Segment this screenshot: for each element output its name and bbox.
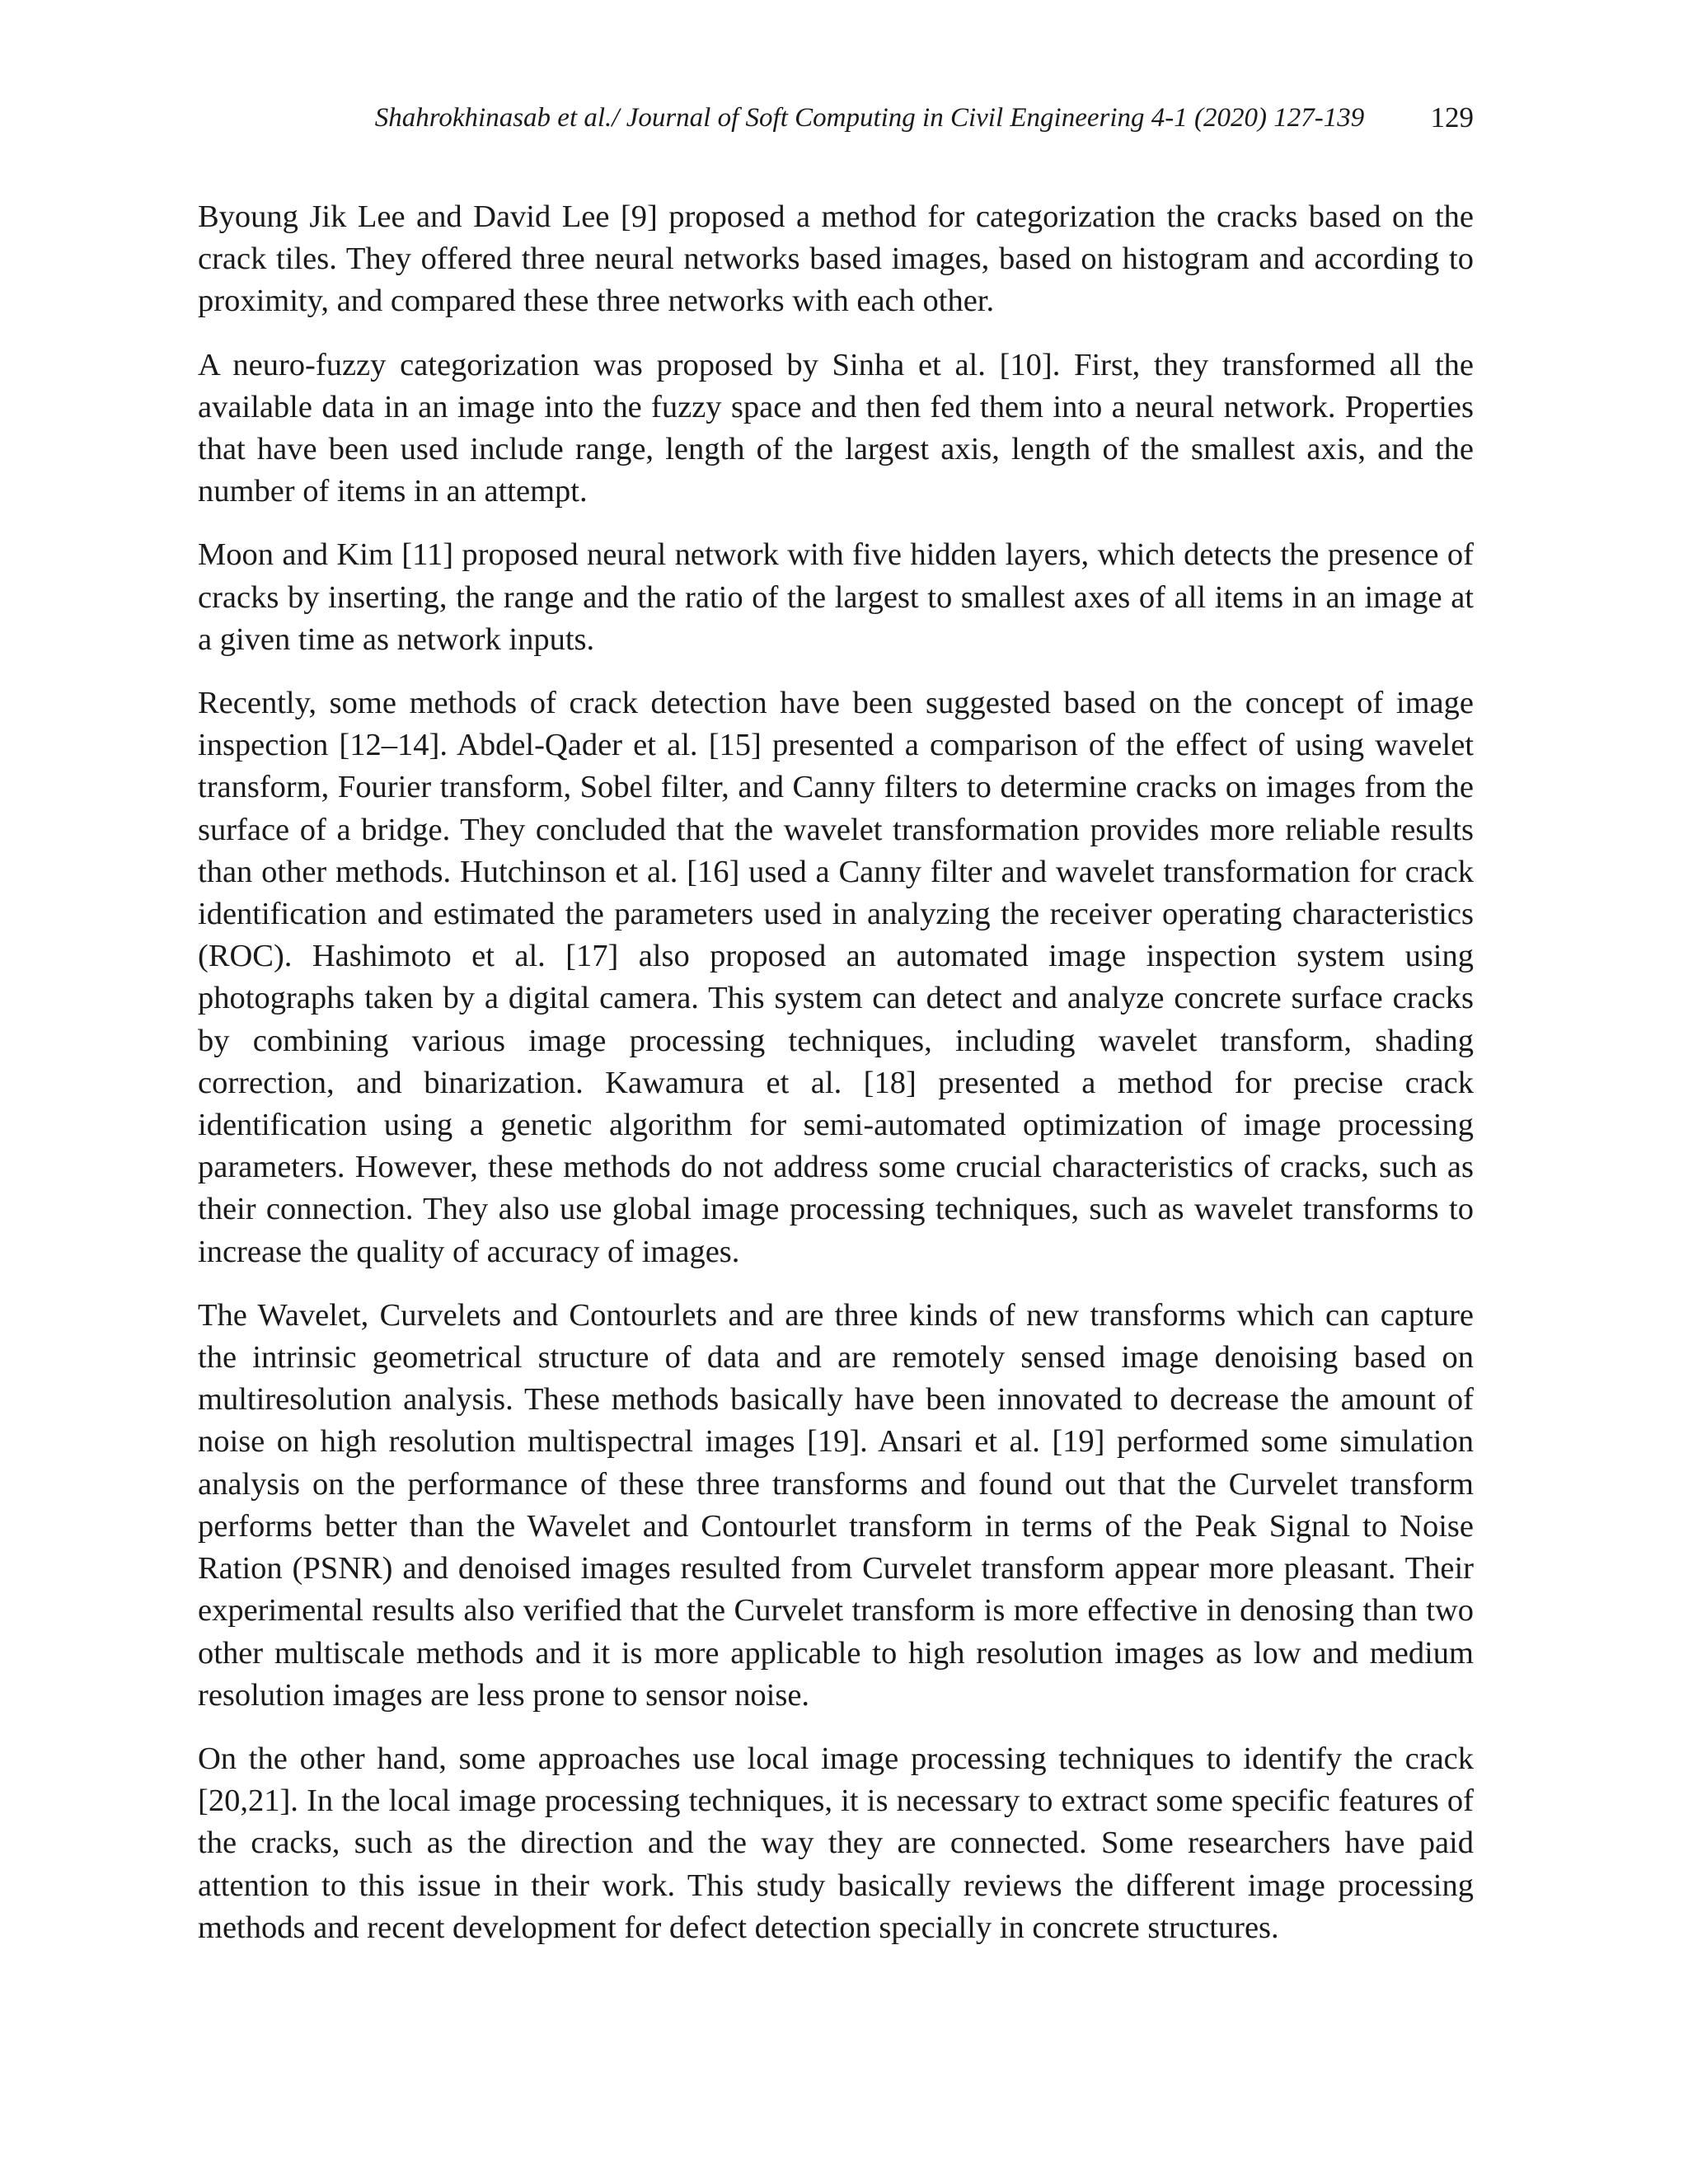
paragraph-multiresolution-transforms: The Wavelet, Curvelets and Contourlets and are three kinds of new transforms which can capture the intrinsic geometrical structure of data and are remotely sensed image denoising based on multiresolution analysis. These methods basically have been innovated to decrease the amount of noise on high resolution multispectral images [19]. Ansari et al. [19] performed some simulation analysis on the performance of these three transforms and found out that the Curvelet transform performs better than the Wavelet and Contourlet transform in terms of the Peak Signal to Noise Ration (PSNR) and denoised images resulted from Curvelet transform appear more pleasant. Their experimental results also verified that the Curvelet transform is more effective in denosing than two other multiscale methods and it is more applicable to high resolution images as low and medium resolution images are less prone to sensor noise. <box>198 1297 1474 1713</box>
body-text <box>198 196 1474 1971</box>
paragraph-lee-crack-tiles: Byoung Jik Lee and David Lee [9] proposed a method for categorization the cracks based on the crack tiles. They offered three neural networks based images, based on histogram and according to proximity, and compared these three networks with each other. <box>198 199 1474 319</box>
paragraph-neuro-fuzzy: A neuro-fuzzy categorization was proposed by Sinha et al. [10]. First, they transformed all the available data in an image into the fuzzy space and then fed them into a neural network. Properties that have been used include range, length of the largest axis, length of the smallest axis, and the number of items in an attempt. <box>198 347 1474 509</box>
paragraph-moon-kim: Moon and Kim [11] proposed neural network with five hidden layers, which detects the presence of cracks by inserting, the range and the ratio of the largest to smallest axes of all items in an image at a given time as network inputs. <box>198 537 1474 657</box>
journal-citation: Shahrokhinasab et al./ Journal of Soft Computing in Civil Engineering 4-1 (2020) 127-139 <box>374 103 1365 133</box>
paragraph-local-processing: On the other hand, some approaches use local image processing techniques to identify the crack [20,21]. In the local image processing techniques, it is necessary to extract some specific features of the cracks, such as the direction and the way they are connected. Some researchers have paid attention to this issue in their work. This study basically reviews the different image processing methods and recent development for defect detection specially in concrete structures. <box>198 1741 1474 1945</box>
page-number: 129 <box>1430 101 1474 134</box>
running-header <box>198 97 1474 138</box>
paragraph-image-inspection-methods: Recently, some methods of crack detection have been suggested based on the concept of image inspection [12–14]. Abdel-Qader et al. [15] presented a comparison of the effect of using wavelet transform, Fourier transform, Sobel filter, and Canny filters to determine cracks on images from the surface of a bridge. They concluded that the wavelet transformation provides more reliable results than other methods. Hutchinson et al. [16] used a Canny filter and wavelet transformation for crack identification and estimated the parameters used in analyzing the receiver operating characteristics (ROC). Hashimoto et al. [17] also proposed an automated image inspection system using photographs taken by a digital camera. This system can detect and analyze concrete surface cracks by combining various image processing techniques, including wavelet transform, shading correction, and binarization. Kawamura et al. [18] presented a method for precise crack identification using a genetic algorithm for semi-automated optimization of image processing parameters. However, these methods do not address some crucial characteristics of cracks, such as their connection. They also use global image processing techniques, such as wavelet transforms to increase the quality of accuracy of images. <box>198 686 1474 1269</box>
